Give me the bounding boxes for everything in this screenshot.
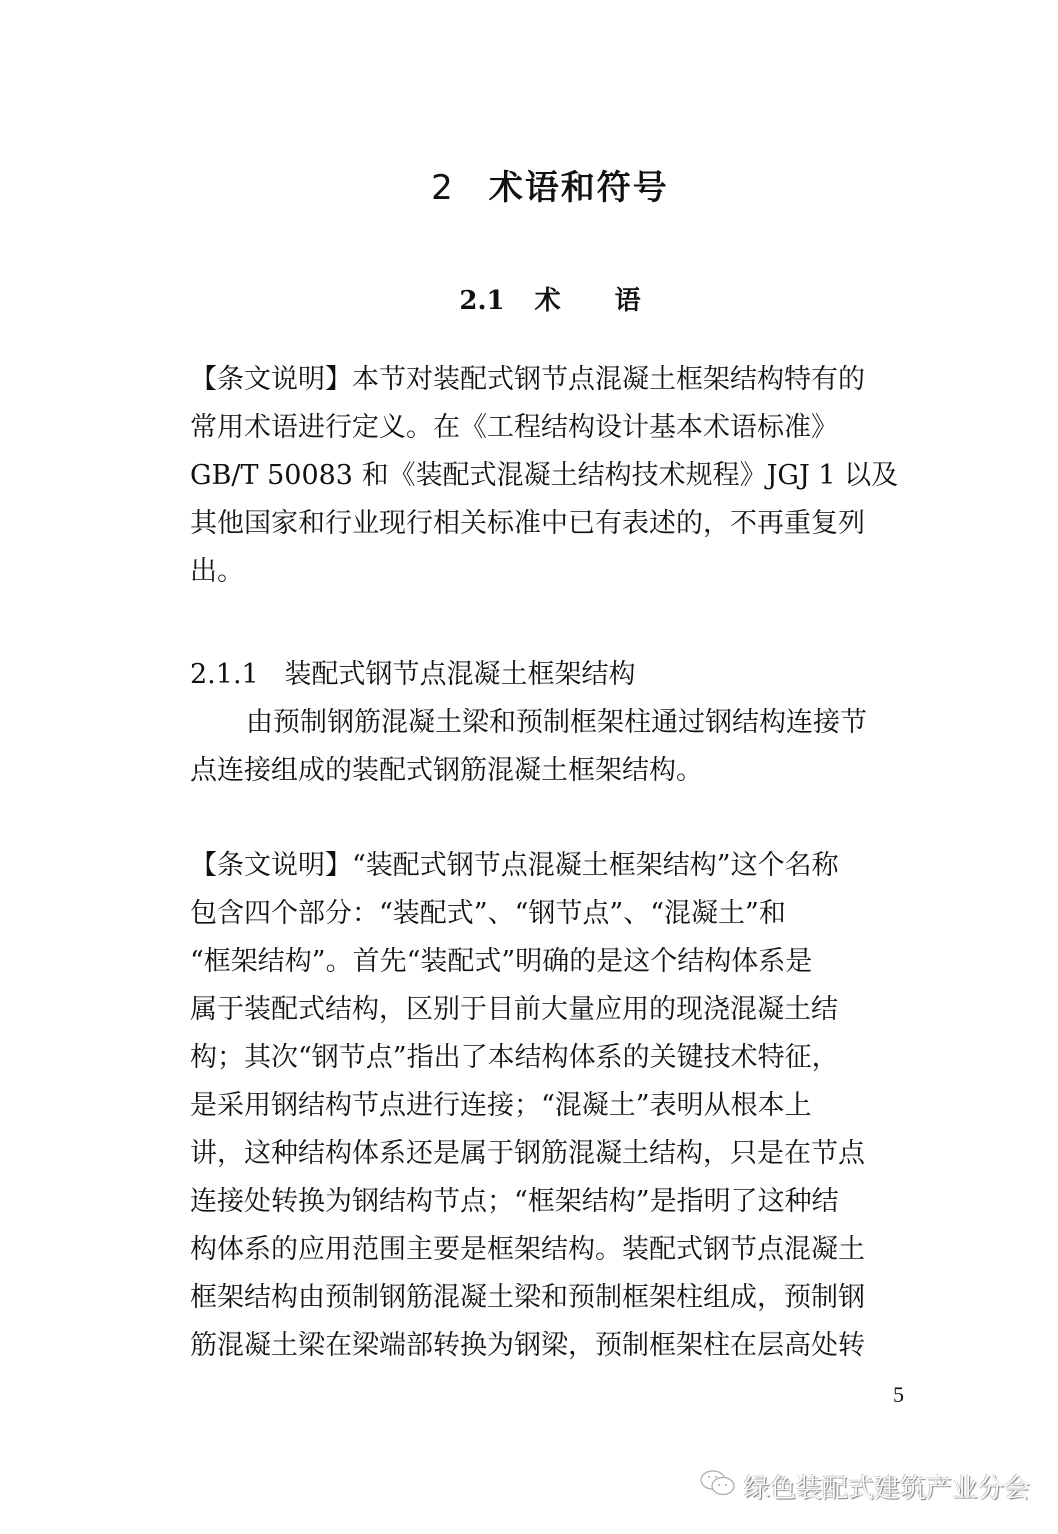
chapter-title-text: 术语和符号: [488, 168, 669, 208]
section-number: 2.1: [459, 286, 505, 316]
text-line: 框架结构由预制钢筋混凝土梁和预制框架柱组成，预制钢: [190, 1282, 865, 1313]
text-line: 包含四个部分：“装配式”、“钢节点”、“混凝土”和: [190, 898, 786, 929]
text-line: 【条文说明】“装配式钢节点混凝土框架结构”这个名称: [190, 850, 839, 881]
term-definition: [190, 651, 910, 795]
chapter-title: [0, 160, 1058, 209]
watermark: [700, 1468, 1030, 1505]
text-line: 连接处转换为钢结构节点；“框架结构”是指明了这种结: [190, 1186, 839, 1217]
term-heading: 2.1.1 装配式钢节点混凝土框架结构: [190, 659, 636, 690]
text-line: 由预制钢筋混凝土梁和预制框架柱通过钢结构连接节: [246, 707, 867, 738]
intro-paragraph: [190, 356, 910, 596]
explanation-paragraph: [190, 842, 910, 1370]
text-line: 其他国家和行业现行相关标准中已有表述的，不再重复列: [190, 508, 865, 539]
text-line: 出。: [190, 556, 244, 587]
text-line: “框架结构”。首先“装配式”明确的是这个结构体系是: [190, 946, 813, 977]
text-line: 讲，这种结构体系还是属于钢筋混凝土结构，只是在节点: [190, 1138, 865, 1169]
section-title: [0, 280, 1058, 317]
page-number: 5: [893, 1382, 904, 1407]
text-line: 筋混凝土梁在梁端部转换为钢梁，预制框架柱在层高处转: [190, 1330, 865, 1361]
section-title-b: 语: [614, 286, 641, 316]
wechat-icon: [700, 1469, 744, 1504]
text-line: 构体系的应用范围主要是框架结构。装配式钢节点混凝土: [190, 1234, 865, 1265]
watermark-text: 绿色装配式建筑产业分会: [744, 1474, 1031, 1504]
text-line: 常用术语进行定义。在《工程结构设计基本术语标准》: [190, 412, 838, 443]
text-line: 点连接组成的装配式钢筋混凝土框架结构。: [190, 755, 703, 786]
section-title-a: 术: [534, 286, 561, 316]
text-line: 属于装配式结构，区别于目前大量应用的现浇混凝土结: [190, 994, 838, 1025]
text-line: 是采用钢结构节点进行连接；“混凝土”表明从根本上: [190, 1090, 812, 1121]
chapter-number: 2: [431, 168, 455, 208]
text-line: 构；其次“钢节点”指出了本结构体系的关键技术特征，: [190, 1042, 839, 1073]
text-line: 【条文说明】本节对装配式钢节点混凝土框架结构特有的: [190, 364, 865, 395]
text-line: GB/T 50083 和《装配式混凝土结构技术规程》JGJ 1 以及: [190, 460, 899, 491]
